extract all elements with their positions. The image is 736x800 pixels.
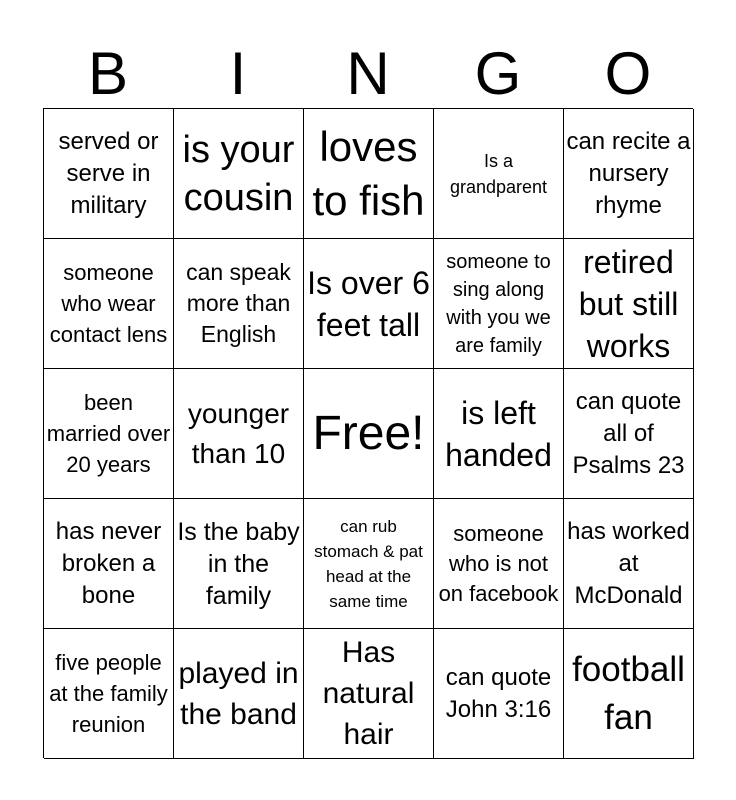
cell-text: been married over 20 years [46,390,171,477]
bingo-cell[interactable] [174,629,304,759]
bingo-cell[interactable] [44,109,174,239]
bingo-cell[interactable] [44,239,174,369]
header-letter-n: N [346,40,390,107]
cell-text: served or serve in military [58,127,159,219]
bingo-cell[interactable] [434,629,564,759]
cell-text: is your cousin [182,128,295,219]
bingo-cell[interactable] [44,629,174,759]
bingo-header [43,40,693,108]
header-letter-g: G [474,40,522,107]
cell-text: Free! [312,406,425,460]
bingo-cell[interactable] [564,369,694,499]
bingo-cell[interactable] [564,239,694,369]
cell-text: can quote John 3:16 [445,663,552,723]
cell-text: Has natural hair [322,636,415,751]
cell-text: can recite a nursery rhyme [566,127,691,219]
cell-text: Is a grandparent [449,150,548,197]
cell-text: can rub stomach & pat head at the same time [314,516,423,611]
cell-text: Is over 6 feet tall [307,264,430,343]
bingo-cell[interactable] [44,369,174,499]
bingo-cell[interactable] [564,499,694,629]
cell-text: can quote all of Psalms 23 [572,387,685,479]
cell-text: someone who is not on facebook [438,520,559,606]
cell-text: has worked at McDonald [567,517,690,609]
bingo-cell[interactable] [304,499,434,629]
cell-text: someone to sing along with you we are family [446,250,551,357]
header-letter-b: B [87,40,129,107]
cell-text: younger than 10 [187,397,290,469]
bingo-cell[interactable] [304,239,434,369]
cell-text: football fan [572,649,685,737]
bingo-cell[interactable] [564,629,694,759]
bingo-cell[interactable] [44,499,174,629]
cell-text: five people at the family reunion [49,650,168,737]
cell-text: someone who wear contact lens [49,260,168,347]
bingo-cell[interactable] [434,239,564,369]
bingo-cell[interactable] [564,109,694,239]
bingo-cell[interactable] [434,499,564,629]
cell-text: retired but still works [578,243,679,364]
cell-text: is left handed [445,394,552,473]
header-letter-i: I [229,40,247,107]
cell-text: played in the band [178,656,299,731]
cell-text: can speak more than English [186,259,291,347]
bingo-cell[interactable] [174,109,304,239]
bingo-cell[interactable] [174,369,304,499]
bingo-cell[interactable] [304,109,434,239]
bingo-cell[interactable] [304,629,434,759]
header-letter-o: O [604,40,652,107]
bingo-cell[interactable] [434,109,564,239]
cell-text: Is the baby in the family [177,517,300,610]
bingo-cell[interactable] [174,499,304,629]
cell-text: loves to fish [312,122,425,224]
bingo-card-grid [43,108,693,758]
bingo-cell[interactable] [434,369,564,499]
bingo-free-cell[interactable] [304,369,434,499]
bingo-cell[interactable] [174,239,304,369]
cell-text: has never broken a bone [55,517,162,609]
